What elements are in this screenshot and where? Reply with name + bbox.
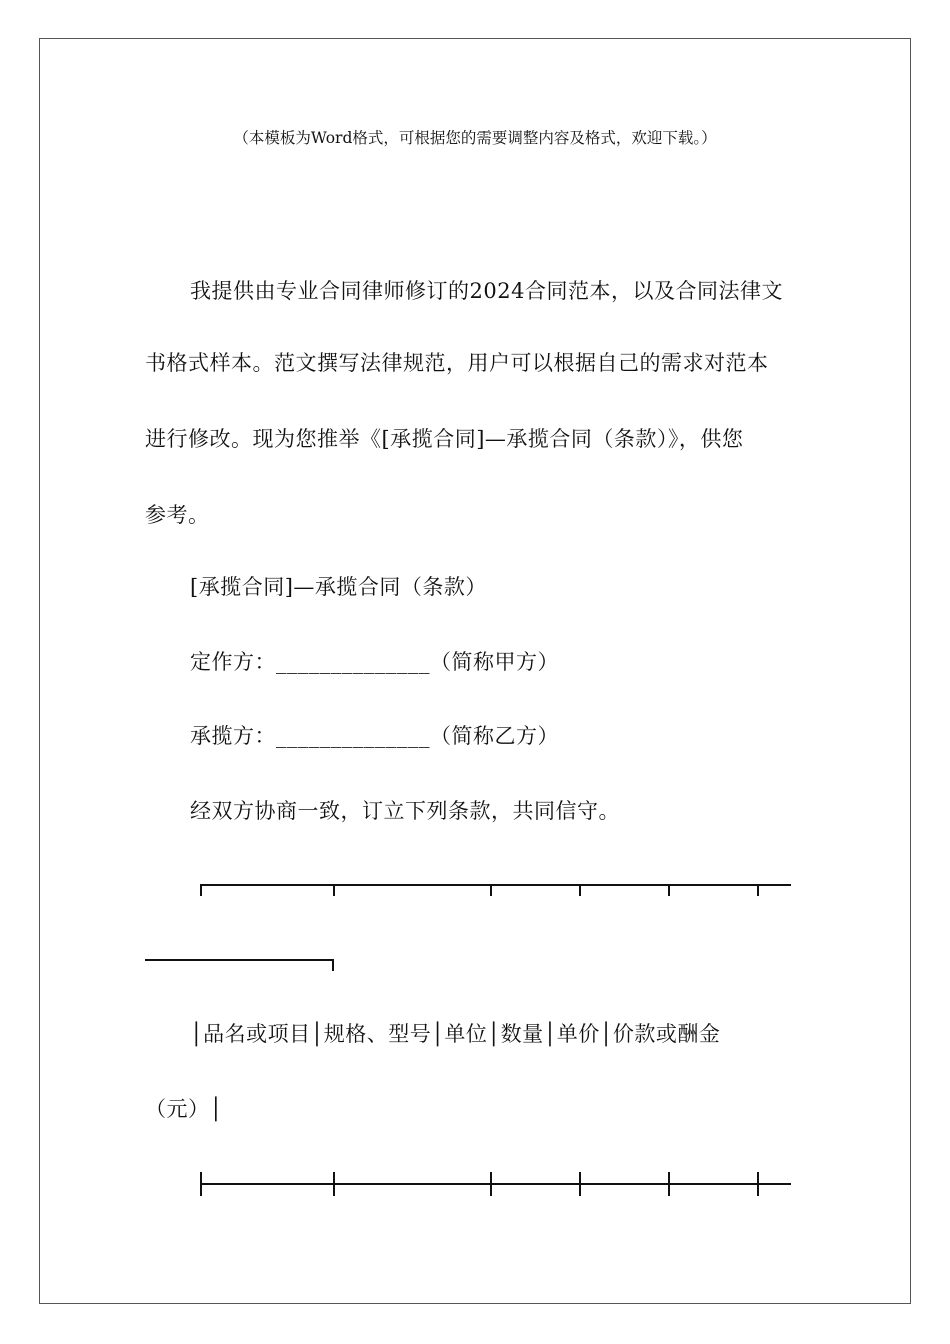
- template-notice: （本模板为Word格式，可根据您的需要调整内容及格式，欢迎下载。）: [233, 129, 717, 147]
- intro-line-1: 我提供由专业合同律师修订的2024合同范本，以及合同法律文: [190, 279, 783, 303]
- contract-title: [承揽合同]—承揽合同（条款）: [190, 575, 487, 599]
- intro-line-2: 书格式样本。范文撰写法律规范，用户可以根据自己的需求对范本: [145, 351, 769, 375]
- table-header-row: │品名或项目│规格、型号│单位│数量│单价│价款或酬金: [190, 1022, 721, 1046]
- party-a-line: 定作方：______________（简称甲方）: [190, 650, 559, 674]
- intro-line-3: 进行修改。现为您推举《[承揽合同]—承揽合同（条款）》，供您: [145, 427, 744, 451]
- intro-line-4: 参考。: [145, 503, 210, 527]
- table-header-row-continued: （元）│: [145, 1097, 223, 1121]
- agreement-line: 经双方协商一致，订立下列条款，共同信守。: [190, 799, 620, 823]
- party-b-line: 承揽方：______________（简称乙方）: [190, 724, 559, 748]
